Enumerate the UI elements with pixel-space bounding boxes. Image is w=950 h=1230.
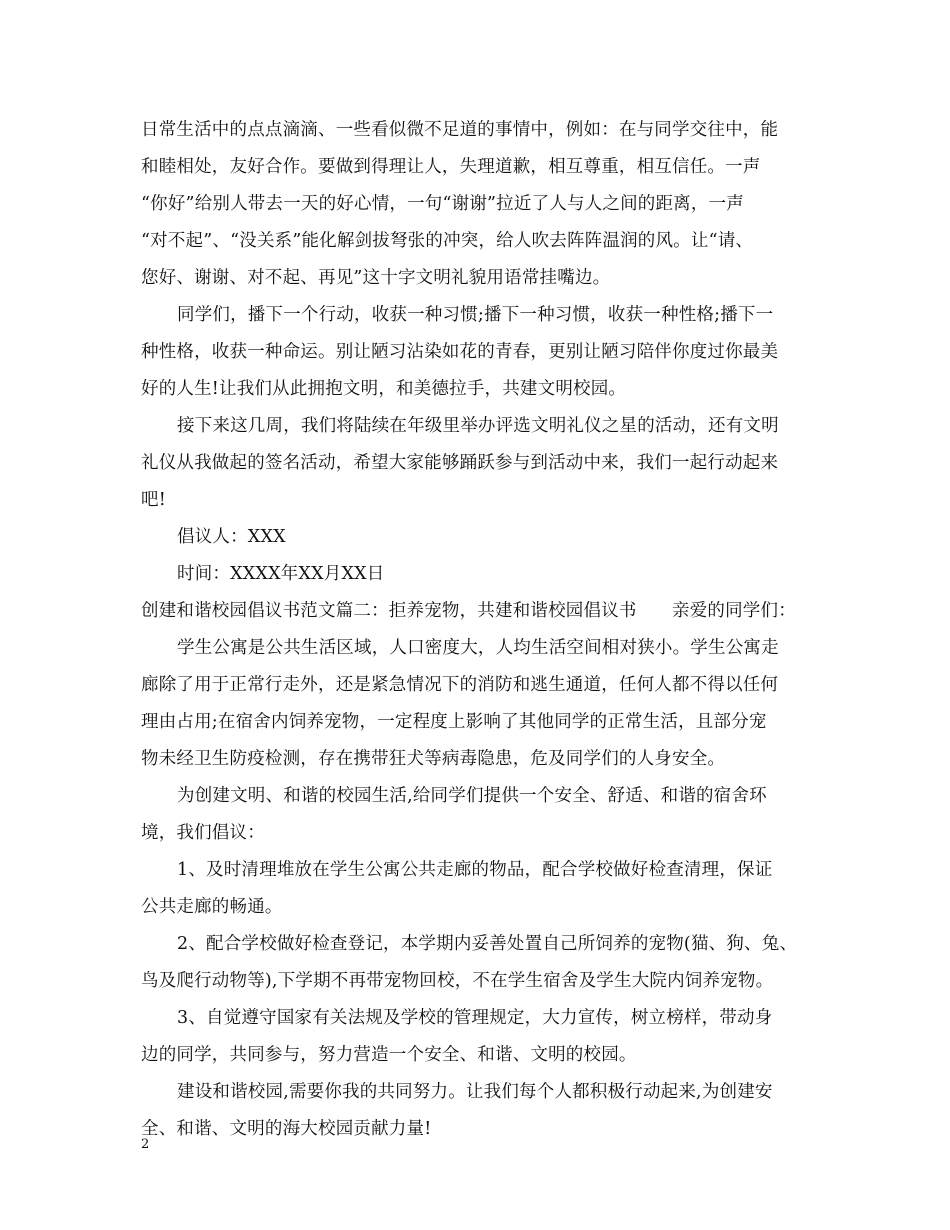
paragraph-line: 好的人生!让我们从此拥抱文明，和美德拉手，共建文明校园。 bbox=[141, 379, 627, 399]
signature-line: 倡议人：XXX bbox=[177, 527, 286, 547]
paragraph-line: 和睦相处，友好合作。要做到得理让人，失理道歉，相互尊重，相互信任。一声 bbox=[141, 157, 761, 177]
paragraph-line: 廊除了用于正常行走外，还是紧急情况下的消防和逃生通道，任何人都不得以任何 bbox=[141, 675, 779, 695]
list-item-line: 公共走廊的畅通。 bbox=[141, 897, 283, 917]
paragraph-line: 学生公寓是公共生活区域，人口密度大，人均生活空间相对狭小。学生公寓走 bbox=[177, 638, 779, 658]
list-item-line: 边的同学，共同参与，努力营造一个安全、和谐、文明的校园。 bbox=[141, 1045, 637, 1065]
paragraph-line: 礼仪从我做起的签名活动，希望大家能够踊跃参与到活动中来，我们一起行动起来 bbox=[141, 453, 779, 473]
paragraph-line: 吧! bbox=[141, 490, 166, 510]
list-item-line: 1、及时清理堆放在学生公寓公共走廊的物品，配合学校做好检查清理，保证 bbox=[177, 860, 773, 880]
list-item-line: 3、自觉遵守国家有关法规及学校的管理规定，大力宣传，树立榜样，带动身 bbox=[177, 1008, 773, 1028]
paragraph-line: 为创建文明、和谐的校园生活,给同学们提供一个安全、舒适、和谐的宿舍环 bbox=[177, 786, 767, 806]
greeting: 亲爱的同学们： bbox=[672, 601, 796, 621]
paragraph-line: “你好”给别人带去一天的好心情，一句“谢谢”拉近了人与人之间的距离，一声 bbox=[141, 194, 744, 214]
paragraph-line: 建设和谐校园,需要你我的共同努力。让我们每个人都积极行动起来,为创建安 bbox=[177, 1082, 773, 1102]
paragraph-line: 同学们，播下一个行动，收获一种习惯;播下一种习惯，收获一种性格;播下一 bbox=[177, 305, 774, 325]
paragraph-line: 接下来这几周，我们将陆续在年级里举办评选文明礼仪之星的活动，还有文明 bbox=[177, 416, 779, 436]
paragraph-line: 您好、谢谢、对不起、再见”这十字文明礼貌用语常挂嘴边。 bbox=[141, 268, 611, 288]
paragraph-line: 种性格，收获一种命运。别让陋习沾染如花的青春，更别让陋习陪伴你度过你最美 bbox=[141, 342, 779, 362]
paragraph-line: 日常生活中的点点滴滴、一些看似微不足道的事情中，例如：在与同学交往中，能 bbox=[141, 120, 779, 140]
paragraph-line: 全、和谐、文明的海大校园贡献力量! bbox=[141, 1119, 432, 1139]
list-item-line: 鸟及爬行动物等),下学期不再带宠物回校，不在学生宿舍及学生大院内饲养宠物。 bbox=[141, 971, 774, 991]
section-title: 创建和谐校园倡议书范文篇二：拒养宠物，共建和谐校园倡议书 bbox=[141, 601, 637, 621]
paragraph-line: 理由占用;在宿舍内饲养宠物，一定程度上影响了其他同学的正常生活，且部分宠 bbox=[141, 712, 767, 732]
page-number: 2 bbox=[141, 1137, 150, 1152]
paragraph-line: 物未经卫生防疫检测，存在携带狂犬等病毒隐患，危及同学们的人身安全。 bbox=[141, 749, 726, 769]
paragraph-line: “对不起”、“没关系”能化解剑拔弩张的冲突，给人吹去阵阵温润的风。让“请、 bbox=[141, 231, 754, 251]
paragraph-line: 境，我们倡议： bbox=[141, 823, 265, 843]
date-line: 时间：XXXX年XX月XX日 bbox=[177, 564, 385, 584]
list-item-line: 2、配合学校做好检查登记，本学期内妥善处置自己所饲养的宠物(猫、狗、兔、 bbox=[177, 934, 798, 954]
